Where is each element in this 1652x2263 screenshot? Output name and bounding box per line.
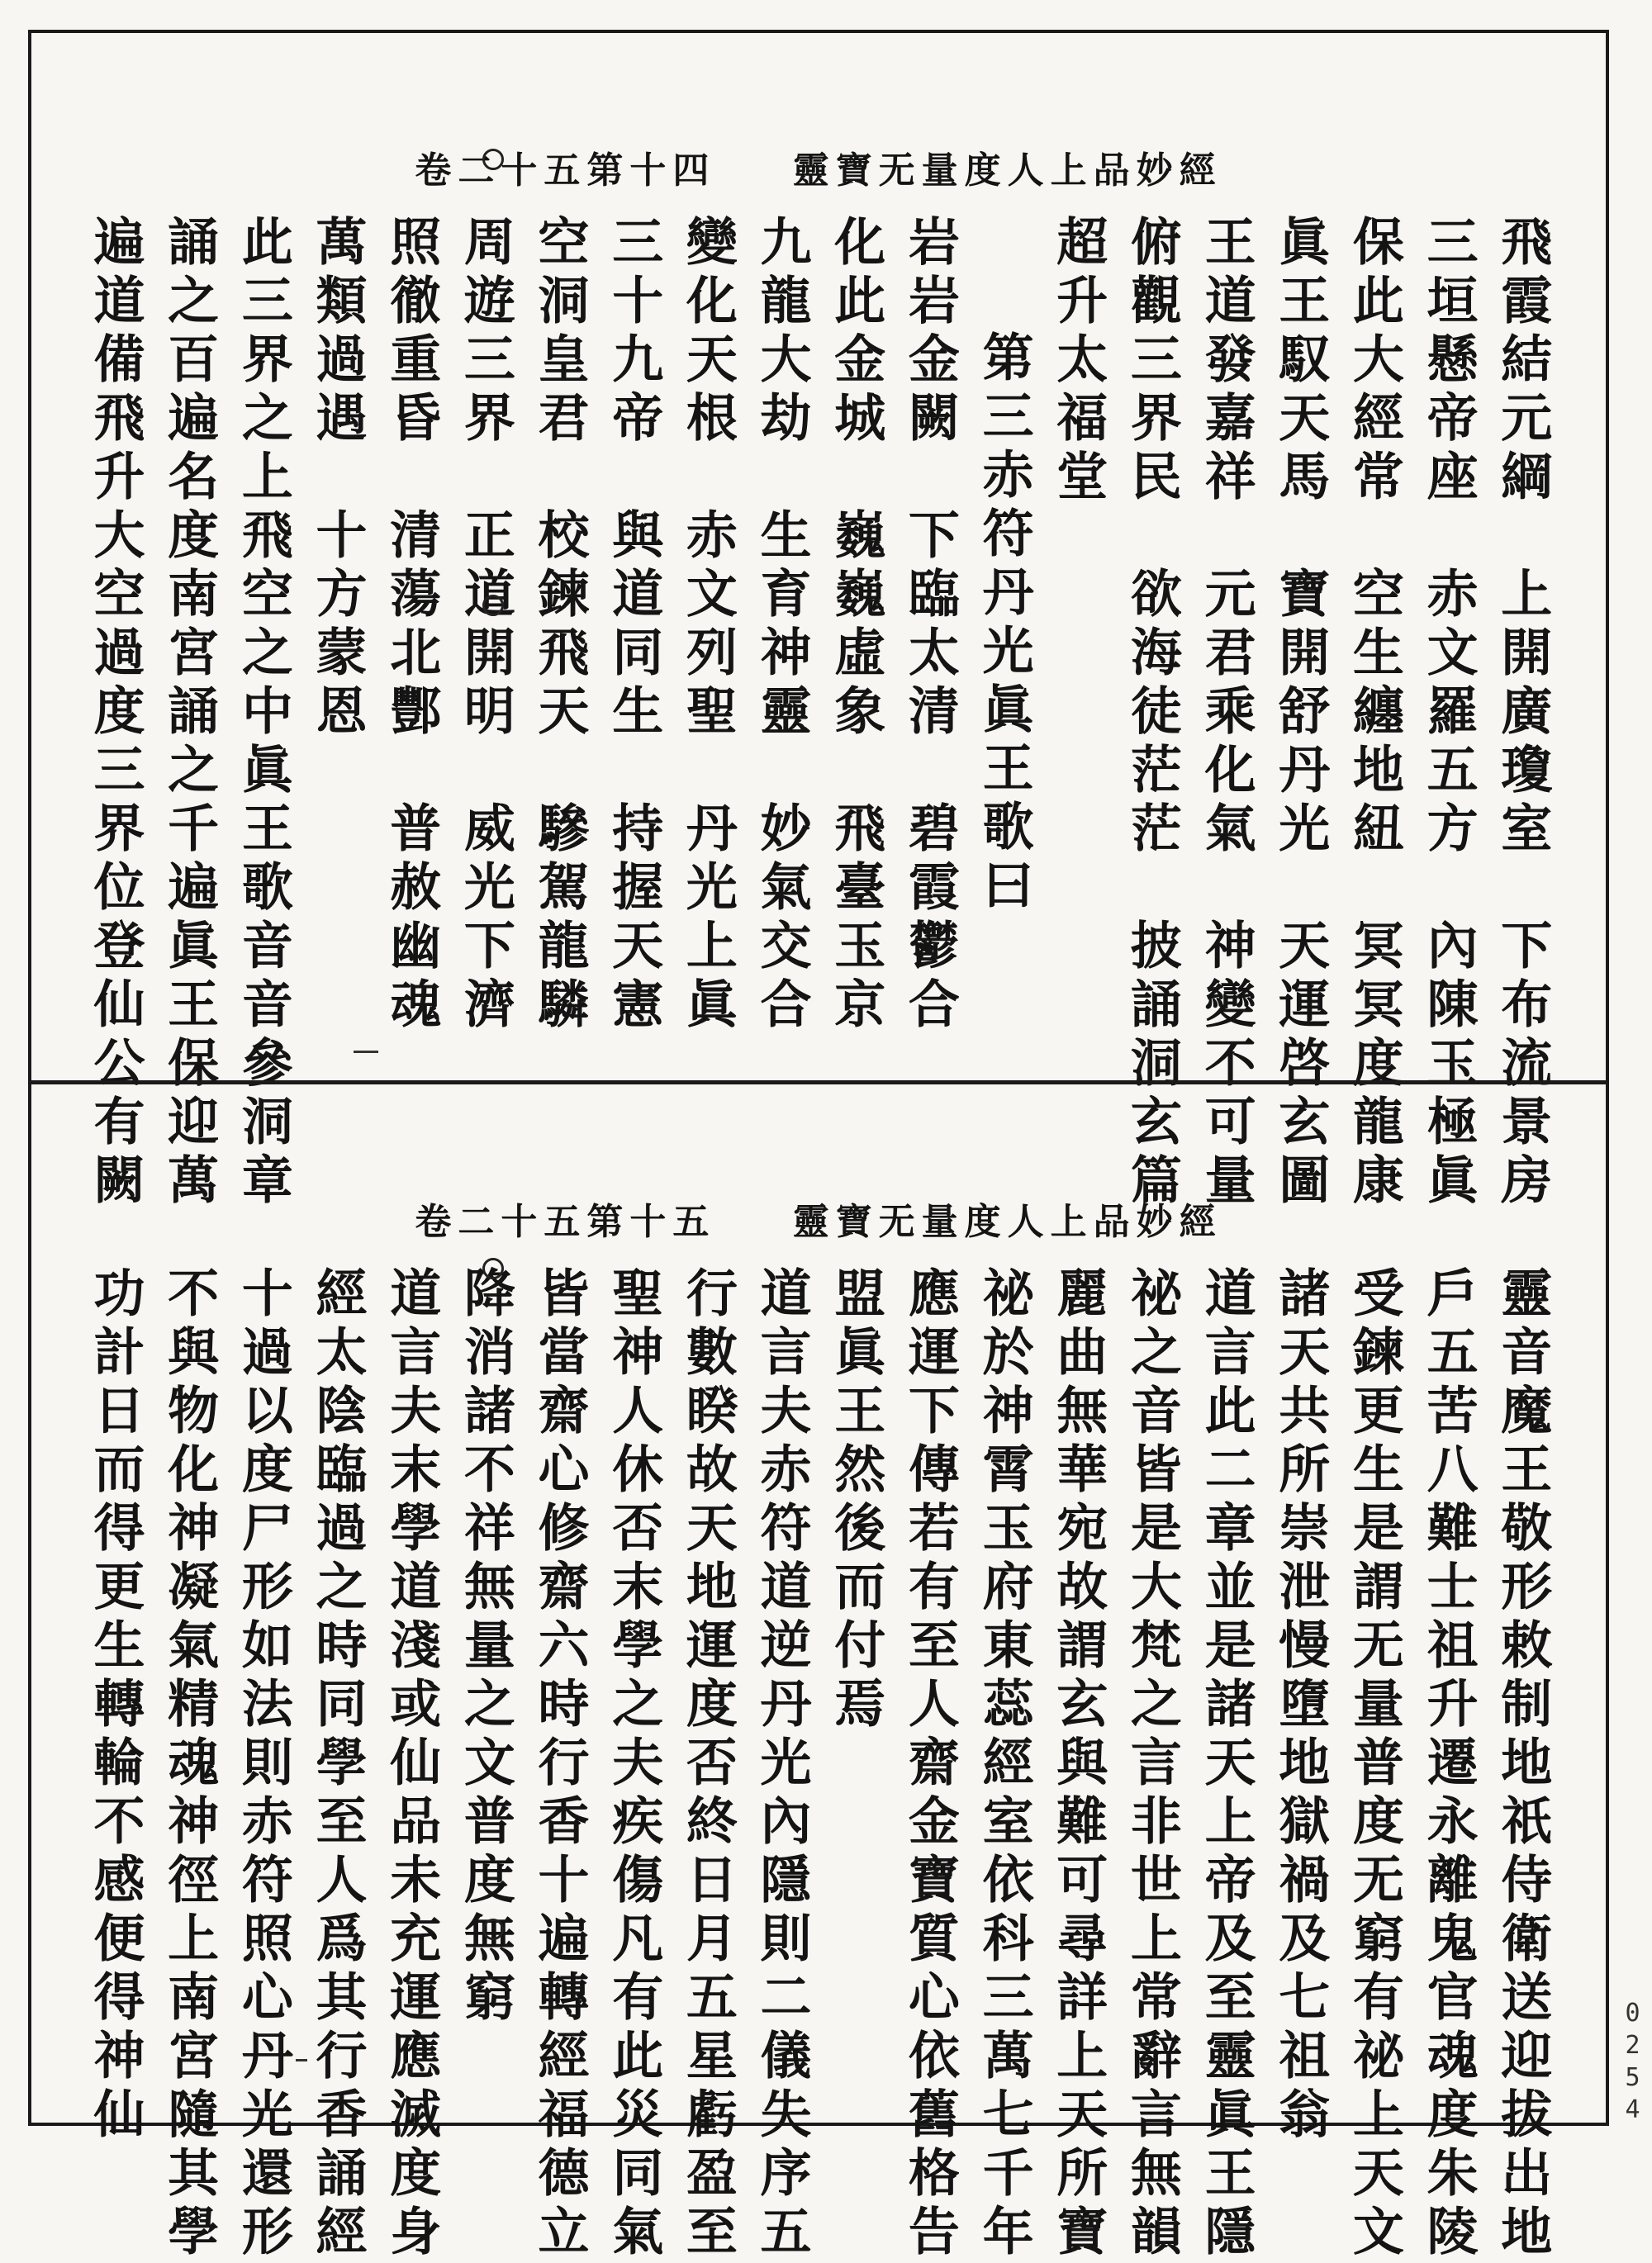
text-column: 三垣懸帝座 赤文羅五方 內陳玉極眞	[1418, 215, 1479, 1212]
text-column: 王道發嘉祥 元君乘化氣 神變不可量	[1196, 215, 1257, 1212]
text-column: 第三赤符丹光眞王歌曰	[974, 330, 1035, 917]
text-column: 照徹重昏 清蕩北酆 普赦幽魂	[381, 215, 442, 1036]
text-column: 祕於神霄玉府東蕊經室依科三萬七千年	[974, 1266, 1035, 2263]
text-column: 諸天共所崇泄慢墮地獄禍及七祖翁	[1270, 1266, 1331, 2146]
text-column: 變化天根 赤文列聖 丹光上眞	[677, 215, 738, 1036]
page-bottom	[28, 1080, 1609, 2263]
text-column: 經太陰臨過之時同學至人爲其行香誦經	[307, 1266, 368, 2263]
text-column: 岩岩金闕 下臨太清 碧霞鬱合	[900, 215, 961, 1036]
text-column: 道言此二章並是諸天上帝及至靈眞王隱	[1196, 1266, 1257, 2263]
circle-marker-icon	[482, 595, 504, 616]
text-column: 誦之百遍名度南宮誦之千遍眞王保迎萬	[159, 215, 220, 1212]
text-column: 萬類過遇 十方蒙恩	[307, 215, 368, 742]
text-column: 行數睽故天地運度否終日月五星虧盈至	[677, 1266, 738, 2263]
text-column: 眞王馭天馬 寶開舒丹光 天運啓玄圖	[1270, 215, 1331, 1212]
text-column: 皆當齋心修齋六時行香十遍轉經福德立	[529, 1266, 591, 2263]
page-top	[28, 30, 1609, 1212]
divider-mark	[354, 1051, 378, 1053]
text-column: 飛霞結元綱 上開廣瓊室 下布流景房	[1492, 215, 1553, 1212]
circle-marker-icon	[482, 149, 504, 170]
text-column: 周遊三界 正道開明 威光下濟	[455, 215, 516, 1036]
text-column: 空洞皇君 校鍊飛天 驂駕龍驎	[529, 215, 591, 1036]
text-column: 此三界之上飛空之中眞王歌音音參洞章	[233, 215, 294, 1212]
text-column: 保此大經常 空生纏地紐 冥冥度龍康	[1344, 215, 1405, 1212]
text-column: 盟眞王然後而付焉	[825, 1266, 886, 1735]
text-column: 麗曲無華宛故謂玄與難可尋詳上天所寶	[1047, 1266, 1108, 2263]
header-title: 靈寶无量度人上品妙經	[792, 149, 1222, 192]
text-column: 聖神人休否末學之夫疾傷凡有此災同氣	[603, 1266, 664, 2263]
header-title: 靈寶无量度人上品妙經	[792, 1201, 1222, 1243]
header-volume: 卷二十五第十五	[415, 1201, 716, 1243]
text-columns	[85, 215, 1553, 1212]
text-column: 靈音魔王敬形敕制地祇侍衛送迎拔出地	[1492, 1266, 1553, 2263]
text-column: 十過以度尸形如法則赤符照心丹光還形	[233, 1266, 294, 2263]
text-column: 降消諸不祥無量之文普度無窮	[455, 1266, 516, 2028]
page-header	[31, 1192, 1606, 1245]
text-column: 化此金城 巍巍虛象 飛臺玉京	[825, 215, 886, 1036]
page-number: 0254	[1618, 1999, 1647, 2128]
text-column: 三十九帝 與道同生 持握天憲	[603, 215, 664, 1036]
text-column: 功計日而得更生轉輪不感便得神仙	[85, 1266, 145, 2146]
text-column: 九龍大劫 生育神靈 妙氣交合	[752, 215, 813, 1036]
text-column: 祕之音皆是大梵之言非世上常辭言無韻	[1122, 1266, 1183, 2263]
page-header	[31, 140, 1606, 193]
text-column: 遍道備飛升大空過度三界位登仙公有闕	[85, 215, 145, 1212]
text-column: 應運下傳若有至人齋金寶質心依舊格告	[900, 1266, 961, 2263]
text-column: 道言夫赤符道逆丹光內隱則二儀失序五	[752, 1266, 813, 2263]
divider-mark	[296, 2059, 307, 2061]
circle-marker-icon	[482, 1919, 504, 1940]
header-volume: 卷二十五第十四	[415, 149, 716, 192]
text-column: 俯觀三界民 欲海徒茫茫 披誦洞玄篇	[1122, 215, 1183, 1212]
text-column: 道言夫末學道淺或仙品未充運應滅度身	[381, 1266, 442, 2263]
text-column: 超升太福堂	[1047, 215, 1108, 508]
text-column: 戶五苦八難士祖升遷永離鬼官魂度朱陵	[1418, 1266, 1479, 2263]
text-column: 不與物化神凝氣精魂神徑上南宮隨其學	[159, 1266, 220, 2263]
text-columns	[85, 1266, 1553, 2263]
text-column: 受鍊更生是謂无量普度无窮有祕上天文	[1344, 1266, 1405, 2263]
circle-marker-icon	[482, 1258, 504, 1279]
